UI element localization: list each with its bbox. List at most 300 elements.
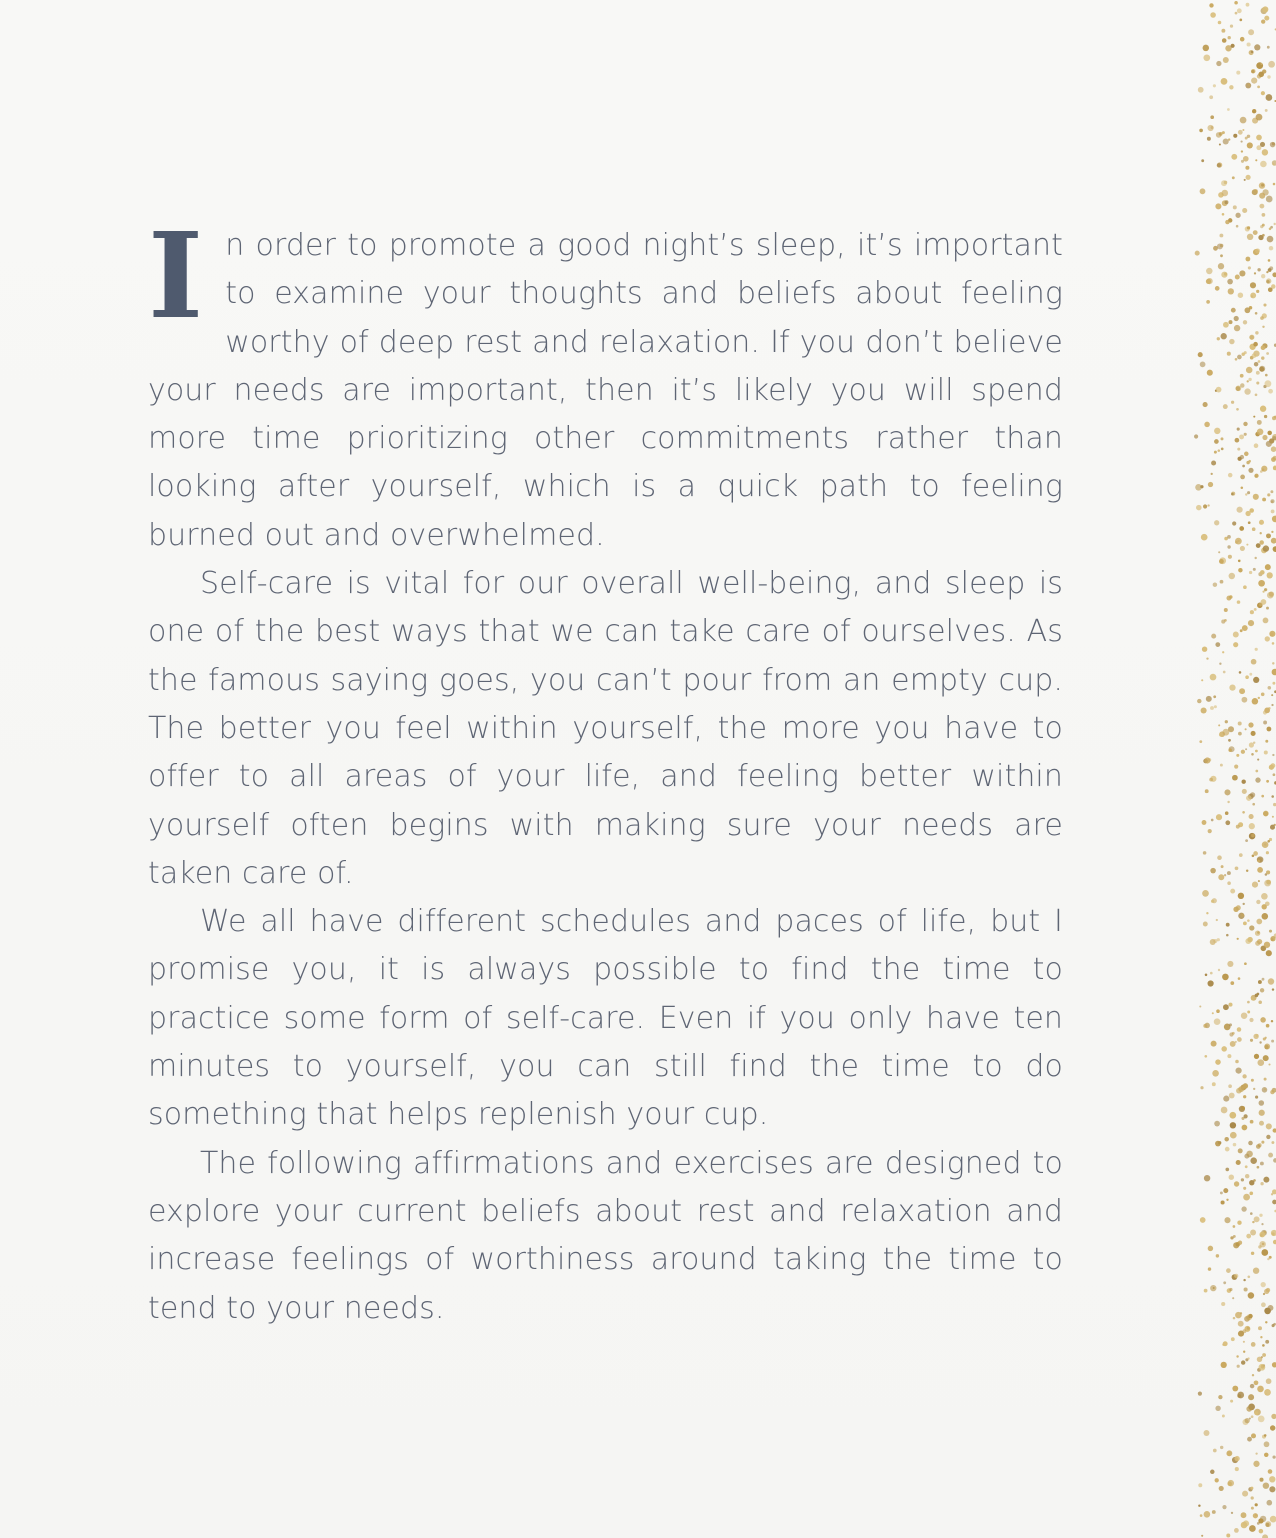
gold-dot	[1244, 962, 1247, 965]
gold-dot	[1206, 657, 1208, 659]
gold-dot	[1206, 268, 1213, 275]
gold-dot	[1206, 300, 1210, 304]
gold-dot	[1248, 521, 1251, 524]
gold-dot	[1213, 695, 1216, 698]
gold-dot	[1267, 431, 1272, 436]
gold-dot	[1217, 855, 1222, 860]
gold-dot	[1272, 816, 1274, 818]
gold-dot	[1230, 889, 1235, 894]
gold-dot	[1234, 1528, 1239, 1533]
gold-dot	[1249, 925, 1254, 930]
gold-dot	[1268, 686, 1272, 690]
gold-dot	[1266, 780, 1269, 783]
gold-dot	[1260, 316, 1264, 320]
gold-dot	[1242, 208, 1247, 213]
gold-dot	[1229, 1174, 1234, 1179]
gold-dot	[1209, 778, 1213, 782]
gold-dot	[1227, 961, 1233, 967]
gold-dot	[1260, 161, 1267, 168]
gold-dot	[1204, 1055, 1207, 1058]
gold-dot	[1248, 460, 1251, 463]
gold-dot	[1234, 1274, 1238, 1278]
gold-dot	[1241, 1206, 1246, 1211]
gold-dot	[1204, 422, 1210, 428]
gold-dot	[1257, 1166, 1260, 1169]
gold-dot	[1203, 504, 1207, 508]
gold-dot	[1222, 1415, 1225, 1418]
gold-dot	[1206, 279, 1211, 284]
gold-dot	[1262, 913, 1269, 920]
gold-dot	[1227, 1054, 1231, 1058]
gold-dot	[1229, 1112, 1236, 1119]
gold-dot	[1246, 1406, 1252, 1412]
gold-dot	[1261, 184, 1264, 187]
gold-dot	[1247, 142, 1253, 148]
gold-dot	[1239, 526, 1244, 531]
gold-dot	[1228, 555, 1232, 559]
gold-dot	[1243, 921, 1247, 925]
gold-dot	[1210, 939, 1216, 945]
gold-dot	[1261, 91, 1265, 95]
gold-dot	[1243, 1095, 1246, 1098]
gold-dot	[1221, 448, 1224, 451]
gold-dot	[1211, 460, 1216, 465]
body-text	[148, 206, 1063, 1333]
gold-dot	[1251, 70, 1255, 74]
gold-dot	[1272, 754, 1274, 756]
gold-dot	[1223, 57, 1229, 63]
paragraph-3: We all have different schedules and paces of life, but I promise you, it is always possible to find the time to practice some form of self-care. Even if you only have ten minutes to yourself, you can still find the time to do something that helps replenish your cup.	[148, 904, 1063, 1133]
gold-dot	[1251, 1507, 1254, 1510]
gold-dot	[1220, 580, 1224, 584]
gold-dot	[1246, 869, 1248, 871]
gold-dot	[1257, 420, 1262, 425]
gold-dot	[1269, 438, 1274, 443]
gold-dot	[1271, 538, 1276, 544]
gold-dot	[1223, 1342, 1227, 1346]
gold-dot	[1218, 874, 1224, 880]
gold-dot	[1240, 475, 1245, 480]
gold-dot	[1247, 1001, 1250, 1004]
gold-dot	[1250, 292, 1256, 298]
gold-dot	[1228, 138, 1230, 140]
gold-dot	[1249, 823, 1255, 829]
gold-dot	[1241, 1512, 1247, 1518]
gold-dot	[1243, 1341, 1245, 1343]
gold-dot	[1202, 646, 1207, 651]
gold-dot	[1201, 1535, 1203, 1537]
gold-dot	[1261, 692, 1265, 696]
gold-dot	[1227, 801, 1229, 803]
gold-dot	[1246, 544, 1248, 546]
gold-dot	[1223, 671, 1226, 674]
gold-dot	[1212, 1070, 1219, 1077]
gold-dot	[1230, 981, 1234, 985]
gold-dot	[1266, 1135, 1270, 1139]
gold-dot	[1264, 942, 1270, 948]
gold-dot	[1233, 632, 1239, 638]
gold-dot	[1253, 1268, 1259, 1274]
gold-dot	[1228, 748, 1232, 752]
gold-dot	[1219, 1486, 1224, 1491]
gold-dot	[1233, 1242, 1239, 1248]
gold-dot	[1253, 677, 1259, 683]
gold-dot	[1272, 163, 1274, 165]
gold-dot	[1251, 78, 1257, 84]
gold-dot	[1241, 1178, 1244, 1181]
gold-dot	[1263, 303, 1266, 306]
gold-dot	[1236, 386, 1241, 391]
gold-dot	[1237, 457, 1241, 461]
gold-dot	[1244, 1114, 1248, 1118]
gold-dot	[1210, 1470, 1215, 1475]
gold-dot	[1196, 505, 1202, 511]
gold-dot	[1203, 54, 1210, 61]
gold-dot	[1216, 132, 1222, 138]
gold-dot	[1259, 540, 1263, 544]
gold-dot	[1239, 270, 1245, 276]
gold-dot	[1210, 12, 1216, 18]
gold-dot	[1226, 1268, 1231, 1273]
gold-dot	[1269, 1256, 1272, 1259]
gold-dot	[1240, 546, 1245, 551]
gold-dot	[1240, 1312, 1242, 1314]
gold-dot	[1260, 532, 1262, 534]
gold-dot	[1262, 978, 1265, 981]
gold-dot	[1255, 312, 1258, 315]
gold-dot	[1222, 651, 1224, 653]
gold-dot	[1208, 482, 1213, 487]
gold-dot	[1220, 1191, 1223, 1194]
gold-dot	[1257, 1386, 1264, 1393]
gold-dot	[1221, 865, 1224, 868]
gold-dot	[1223, 729, 1230, 736]
gold-dot	[1250, 282, 1256, 288]
gold-dot	[1260, 406, 1266, 412]
gold-dot	[1256, 114, 1263, 121]
gold-dot	[1246, 795, 1252, 801]
gold-dot	[1259, 1214, 1262, 1217]
gold-dot	[1259, 520, 1264, 525]
gold-dot	[1221, 1107, 1228, 1114]
gold-dot	[1244, 179, 1246, 181]
gold-dot	[1253, 851, 1258, 856]
gold-dot	[1242, 789, 1247, 794]
gold-dot	[1266, 870, 1270, 874]
gold-dot	[1261, 1282, 1266, 1287]
gold-dot	[1231, 154, 1237, 160]
gold-dot	[1211, 473, 1213, 475]
gold-dot	[1264, 1441, 1270, 1447]
gold-dot	[1233, 1143, 1237, 1147]
gold-dot	[1267, 46, 1270, 49]
gold-dot	[1252, 698, 1259, 705]
gold-dot	[1262, 234, 1265, 237]
gold-dot	[1229, 1032, 1233, 1036]
gold-dot	[1198, 1392, 1202, 1396]
gold-dot	[1241, 1106, 1245, 1110]
gold-dot	[1273, 1128, 1276, 1132]
gold-dot	[1214, 428, 1220, 434]
gold-dot	[1221, 437, 1224, 440]
paragraph-1	[148, 206, 1063, 560]
gold-dot	[1251, 1496, 1254, 1499]
gold-dot	[1218, 724, 1220, 726]
gold-dot	[1247, 380, 1249, 382]
gold-dot	[1262, 435, 1267, 440]
gold-dot	[1248, 722, 1253, 727]
gold-dot	[1238, 130, 1243, 135]
gold-dot	[1219, 234, 1223, 238]
gold-dot	[1234, 316, 1239, 321]
gold-dot	[1222, 974, 1229, 981]
gold-dot	[1221, 1046, 1227, 1052]
gold-dot	[1225, 1168, 1229, 1172]
gold-dot	[1198, 87, 1204, 93]
gold-dot	[1260, 570, 1265, 575]
gold-dot	[1231, 44, 1235, 48]
gold-dot	[1256, 900, 1260, 904]
gold-dot	[1228, 36, 1231, 39]
gold-dot	[1260, 225, 1263, 228]
gold-dot	[1254, 1380, 1259, 1385]
gold-dot	[1266, 950, 1272, 956]
gold-dot	[1272, 642, 1275, 645]
gold-dot	[1246, 3, 1250, 7]
gold-dot	[1251, 731, 1256, 736]
gold-dot	[1254, 608, 1257, 611]
gold-dot	[1255, 941, 1260, 946]
paragraph-1-text: n order to promote a good night’s sleep, it’s important to examine your thoughts and beliefs about feeling worthy of deep rest and relaxation. If you don’t believe your needs are important, then it’s likely you will spend more time prioritizing other commitments rather than looking after yourself, which is a quick path to feeling burned out and overwhelmed.	[148, 228, 1063, 553]
gold-dot	[1265, 109, 1268, 112]
gold-dot	[1228, 1084, 1232, 1088]
gold-dot	[1250, 1212, 1253, 1215]
gold-dot	[1212, 1082, 1216, 1086]
gold-dot	[1253, 494, 1259, 500]
gold-dot	[1214, 705, 1217, 708]
gold-dot	[1268, 1153, 1273, 1158]
gold-dot	[1199, 129, 1203, 133]
gold-dot	[1270, 1425, 1275, 1430]
gold-dot	[1251, 1433, 1256, 1438]
gold-dot	[1235, 275, 1240, 280]
gold-dot	[1264, 1308, 1271, 1315]
gold-dot	[1272, 1362, 1276, 1367]
gold-dot	[1223, 1096, 1229, 1102]
gold-dot	[1254, 1411, 1258, 1415]
gold-dot	[1236, 825, 1240, 829]
gold-dot	[1247, 919, 1250, 922]
gold-dot	[1251, 1342, 1256, 1347]
gold-dot	[1204, 757, 1210, 763]
gold-dot	[1250, 1039, 1253, 1042]
gold-dot	[1199, 1005, 1201, 1007]
gold-dot	[1273, 546, 1276, 552]
gold-dot	[1257, 1059, 1264, 1066]
gold-dot	[1250, 1157, 1257, 1164]
gold-dot	[1267, 727, 1272, 732]
gold-dot	[1215, 1478, 1219, 1482]
gold-dot	[1263, 545, 1269, 551]
gold-dot	[1265, 1340, 1269, 1344]
gold-dot	[1232, 1297, 1234, 1299]
gold-dot	[1253, 1088, 1255, 1090]
gold-dot	[1219, 663, 1221, 665]
gold-dot	[1266, 1123, 1272, 1129]
gold-dot	[1237, 1221, 1241, 1225]
gold-dot	[1253, 1461, 1259, 1467]
gold-dot	[1254, 443, 1259, 448]
gold-dot	[1224, 619, 1227, 622]
gold-dot	[1235, 12, 1238, 15]
gold-dot	[1258, 880, 1260, 882]
gold-dot	[1264, 1044, 1270, 1050]
gold-dot	[1262, 149, 1268, 155]
gold-dot	[1242, 1491, 1248, 1497]
gold-dot	[1249, 508, 1254, 513]
gold-dot	[1259, 603, 1262, 606]
gold-dot	[1205, 789, 1209, 793]
gold-dot	[1215, 286, 1220, 291]
gold-dot	[1241, 141, 1243, 143]
gold-dot	[1234, 765, 1238, 769]
gold-dot	[1264, 1088, 1266, 1090]
gold-dot	[1251, 753, 1254, 756]
gold-dot	[1218, 263, 1224, 269]
gold-dot	[1245, 938, 1251, 944]
gold-dot	[1241, 1522, 1248, 1529]
gold-dot	[1266, 533, 1271, 538]
gold-dot	[1267, 840, 1270, 843]
gold-dot	[1238, 722, 1242, 726]
gold-dot	[1235, 213, 1240, 218]
gold-dot	[1221, 333, 1227, 339]
gold-dot	[1245, 307, 1251, 313]
gold-dot	[1214, 439, 1219, 444]
gold-dot	[1271, 509, 1275, 513]
gold-dot	[1240, 37, 1245, 42]
gold-dot	[1256, 381, 1259, 384]
gold-dot	[1251, 1079, 1254, 1082]
gold-dot	[1200, 1086, 1203, 1089]
gold-dot	[1222, 190, 1229, 197]
gold-dot	[1266, 1378, 1272, 1384]
gold-dot	[1270, 763, 1275, 768]
gold-dot	[1258, 71, 1264, 77]
gold-dot	[1255, 777, 1260, 782]
gold-dot	[1231, 1512, 1233, 1514]
gold-dot	[1260, 1336, 1262, 1338]
gold-dot	[1269, 1486, 1275, 1492]
gold-dot	[1261, 356, 1264, 359]
gold-dot	[1257, 1357, 1262, 1362]
gold-dot	[1234, 1181, 1239, 1186]
gold-dot	[1266, 94, 1273, 101]
gold-dot	[1241, 150, 1243, 152]
gold-dot	[1235, 538, 1242, 545]
gold-dot	[1201, 679, 1203, 681]
gold-dot	[1249, 335, 1254, 340]
gold-dot	[1217, 163, 1221, 167]
gold-dot	[1272, 669, 1276, 676]
gold-dot	[1224, 608, 1228, 612]
gold-dot	[1233, 205, 1237, 209]
gold-dot	[1219, 733, 1223, 737]
gold-dot	[1254, 557, 1256, 559]
gold-dot	[1209, 3, 1213, 7]
gold-dot	[1265, 380, 1272, 387]
gold-dot	[1249, 673, 1252, 676]
gold-dot	[1216, 61, 1221, 66]
gold-dot	[1264, 16, 1269, 21]
gold-dot	[1260, 1162, 1264, 1166]
gold-dot	[1251, 1415, 1254, 1418]
gold-dot	[1222, 1505, 1226, 1509]
gold-dot	[1240, 117, 1247, 124]
gold-dots-pattern	[1184, 0, 1276, 1538]
gold-dot	[1250, 1230, 1256, 1236]
gold-dot	[1246, 175, 1251, 180]
gold-dot	[1197, 699, 1201, 703]
gold-dot	[1268, 259, 1271, 262]
gold-dot	[1210, 868, 1216, 874]
gold-dot	[1231, 493, 1234, 496]
gold-dot	[1223, 1004, 1229, 1010]
gold-dot	[1207, 137, 1211, 141]
gold-dot	[1248, 266, 1251, 269]
gold-dot	[1266, 196, 1273, 203]
gold-dot	[1232, 1386, 1238, 1392]
gold-dot	[1254, 1216, 1260, 1222]
gold-dot	[1225, 200, 1229, 204]
gold-dot	[1217, 337, 1220, 340]
gold-dot	[1262, 1344, 1265, 1347]
gold-dot	[1267, 494, 1269, 496]
gold-dot	[1259, 1041, 1261, 1043]
gold-dot	[1207, 125, 1213, 131]
gold-dot	[1255, 770, 1258, 773]
gold-dot	[1259, 1110, 1265, 1116]
gold-dot	[1229, 1093, 1235, 1099]
gold-dot	[1255, 248, 1260, 253]
gold-dot	[1211, 900, 1214, 903]
gold-dot	[1271, 1040, 1274, 1043]
gold-dot	[1242, 625, 1248, 631]
gold-dot	[1204, 1289, 1208, 1293]
gold-dot	[1201, 159, 1204, 162]
gold-dot	[1200, 188, 1206, 194]
gold-dot	[1226, 1451, 1231, 1456]
gold-dot	[1238, 1148, 1243, 1153]
gold-dot	[1248, 378, 1251, 381]
gold-dot	[1268, 288, 1272, 292]
gold-dot	[1261, 274, 1265, 278]
gold-dot	[1271, 1193, 1273, 1195]
gold-dot-border	[1184, 0, 1276, 1538]
gold-dot	[1206, 912, 1208, 914]
gold-dot	[1226, 1199, 1228, 1201]
gold-dot	[1214, 451, 1217, 454]
gold-dot	[1254, 272, 1256, 274]
gold-dot	[1272, 682, 1275, 685]
gold-dot	[1247, 1011, 1250, 1014]
gold-dot	[1235, 866, 1239, 870]
gold-dot	[1269, 246, 1273, 250]
gold-dot	[1212, 1012, 1214, 1014]
gold-dot	[1256, 543, 1261, 548]
gold-dot	[1228, 473, 1233, 478]
gold-dot	[1211, 1041, 1217, 1047]
